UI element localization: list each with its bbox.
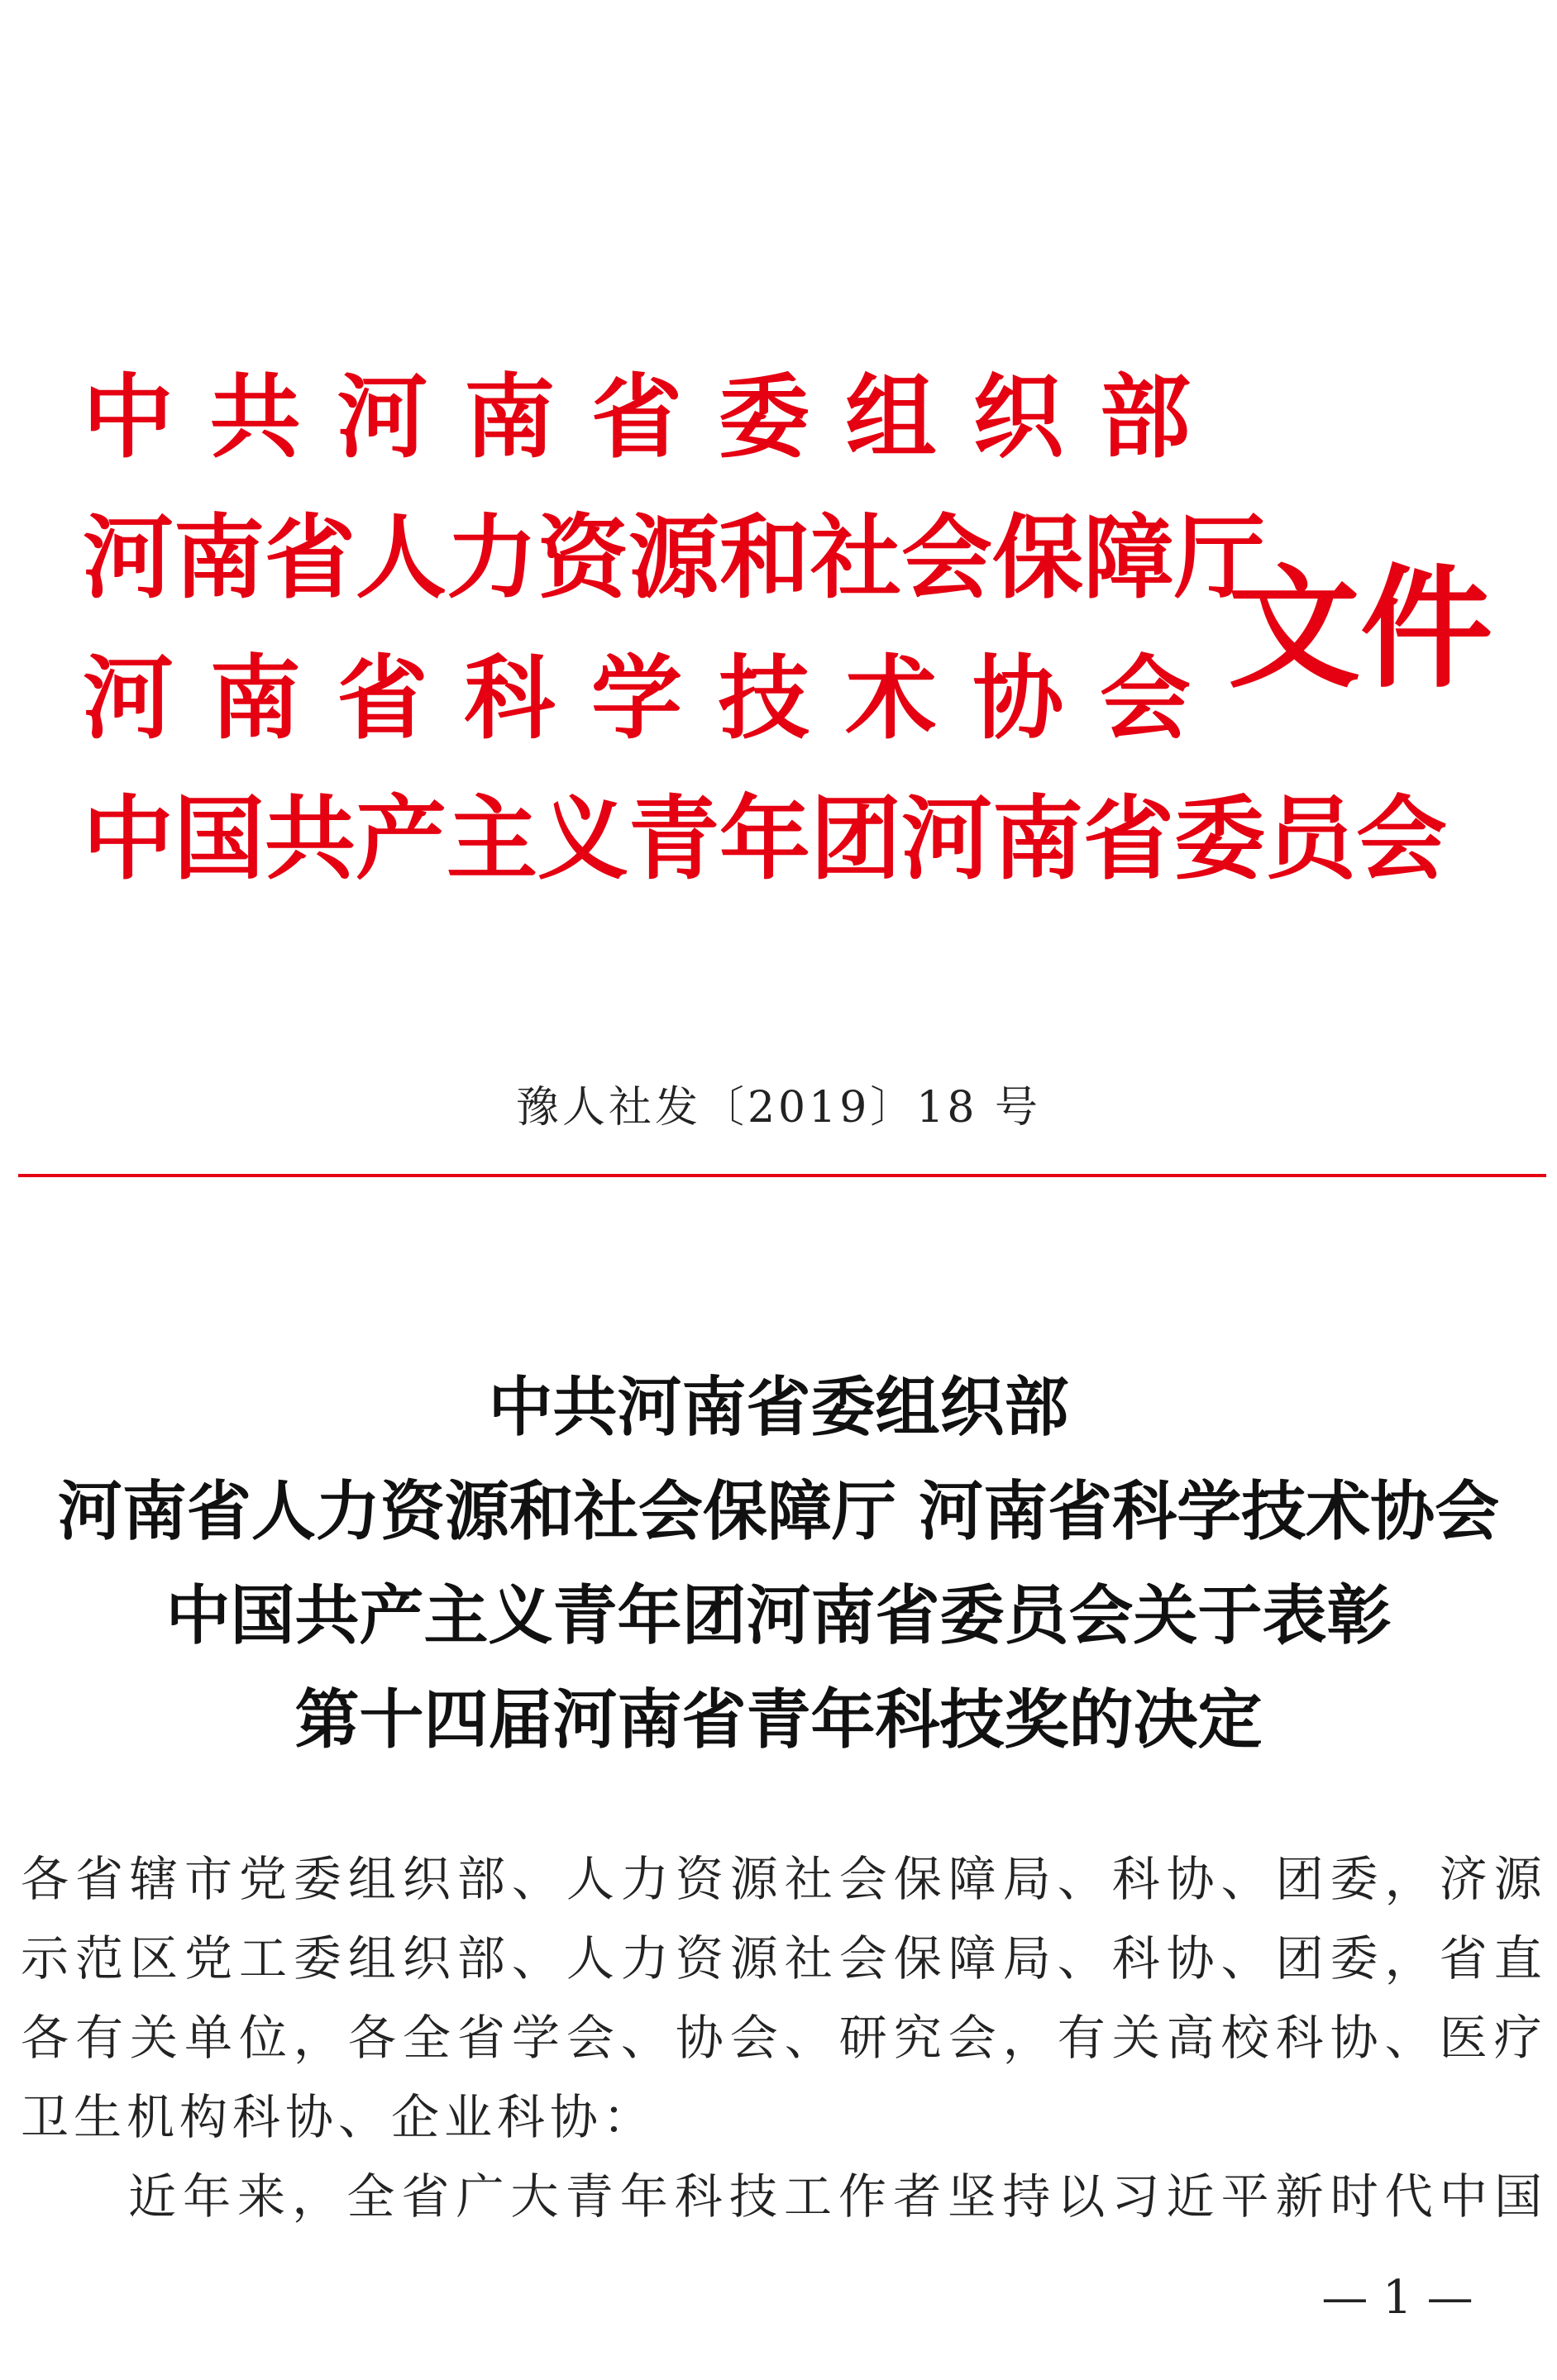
body-line: 各 有 关 单 位 ， 各 全 省 学 会 、 协 会 、 研 究 会 ， 有 关 高 校 科 协 、 医 疗 (21, 2010, 1542, 2066)
body-line: 近 年 来 ， 全 省 广 大 青 年 科 技 工 作 者 坚 持 以 习 近 平 新 时 代 中 国 (128, 2168, 1542, 2225)
title-line: 第十四届河南省青年科技奖的决定 (294, 1682, 1263, 1758)
title-line: 河南省人力资源和社会保障厅 河南省科学技术协会 (57, 1474, 1500, 1549)
document-type-label: 文件 (1228, 551, 1493, 706)
body-line: 卫生机构科协、企业科协： (21, 2089, 657, 2145)
red-divider-line (18, 1174, 1546, 1177)
issuer-name: 中 共 河 南 省 委 组 织 部 (83, 364, 1191, 470)
title-line: 中国共产主义青年团河南省委员会关于表彰 (165, 1578, 1392, 1653)
document-number: 豫人社发〔2019〕18 号 (515, 1083, 1042, 1133)
issuer-name: 中 国 共 产 主 义 青 年 团 河 南 省 委 员 会 (83, 785, 1447, 892)
body-line: 各 省 辖 市 党 委 组 织 部 、 人 力 资 源 社 会 保 障 局 、 科 协 、 团 委 ， 济 源 (21, 1851, 1542, 1907)
title-line: 中共河南省委组织部 (488, 1370, 1069, 1445)
body-text (21, 1839, 1542, 2236)
body-line: 示 范 区 党 工 委 组 织 部 、 人 力 资 源 社 会 保 障 局 、 科 协 、 团 委 ， 省 直 (21, 1930, 1542, 1987)
page-number: — 1 — (1321, 2271, 1473, 2325)
issuer-name: 河 南 省 科 学 技 术 协 会 (83, 645, 1191, 751)
document-title (0, 1356, 1557, 1772)
issuer-name: 河 南 省 人 力 资 源 和 社 会 保 障 厅 (83, 504, 1265, 611)
